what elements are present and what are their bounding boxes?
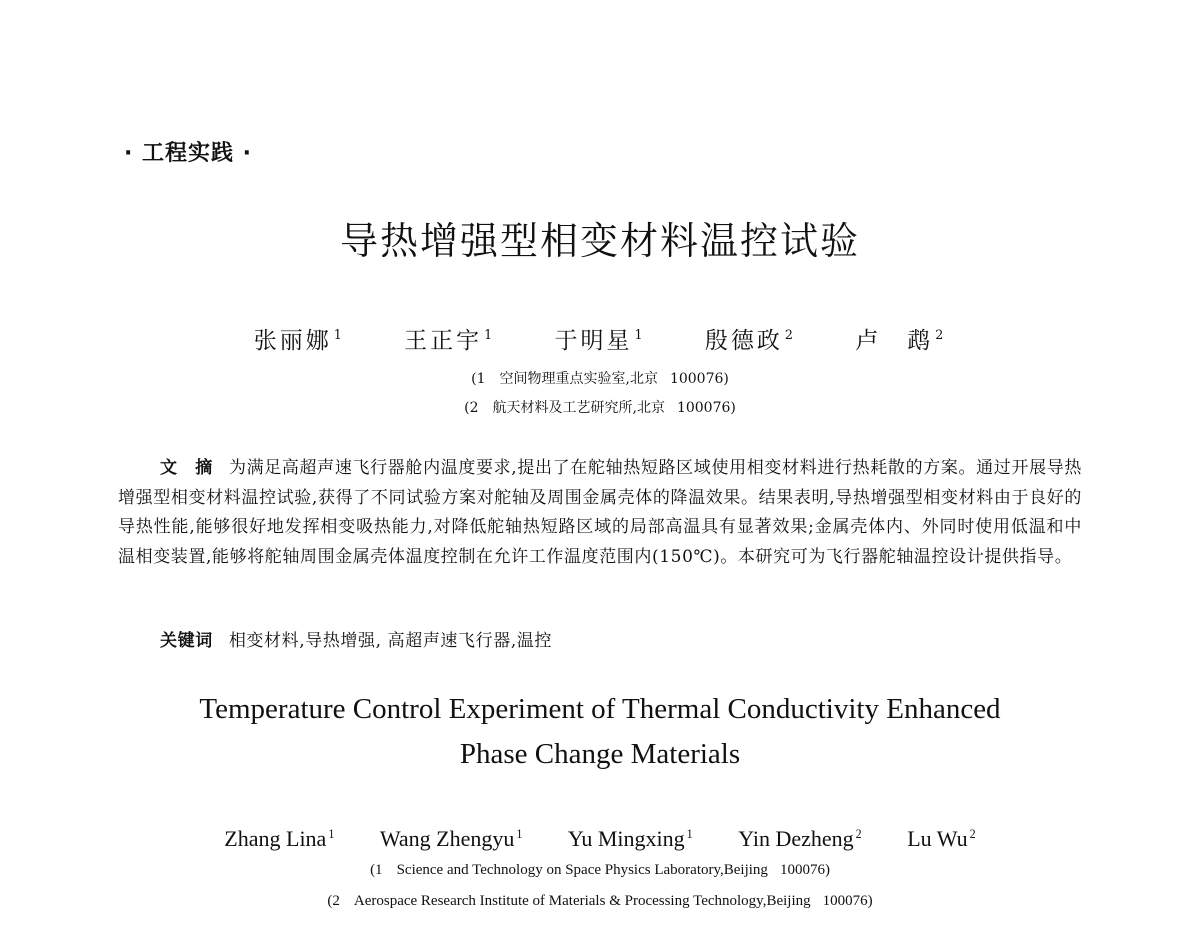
affiliation-cn-2 [0, 397, 1200, 417]
author-affiliation-mark: 1 [686, 826, 693, 841]
author-en [380, 826, 523, 851]
author-affiliation-mark: 2 [935, 327, 947, 343]
author-en [907, 826, 975, 851]
author-name: 卢 鹉 [855, 328, 934, 354]
abstract-text: 为满足高超声速飞行器舱内温度要求,提出了在舵轴热短路区域使用相变材料进行热耗散的方案。通过开展导热增强型相变材料温控试验,获得了不同试验方案对舵轴及周围金属壳体的降温效果。结果表明,导热增强型相变材料由于良好的导热性能,能够很好地发挥相变吸热能力,对降低舵轴热短路区域的局部高温具有显著效果;金属壳体内、外同时使用低温和中温相变装置,能够将舵轴周围金属壳体温度控制在允许工作温度范围内(150℃)。本研究可为飞行器舵轴温控设计提供指导。 [118, 458, 1082, 567]
author-affiliation-mark: 1 [333, 327, 345, 343]
affiliation-number: (1 [471, 371, 486, 387]
keywords-label: 关键词 [160, 631, 213, 651]
affiliation-text: 航天材料及工艺研究所,北京 [492, 400, 665, 416]
author-cn [254, 328, 345, 354]
affiliation-number: (1 [370, 862, 383, 878]
title-chinese: 导热增强型相变材料温控试验 [339, 219, 860, 263]
affiliation-en-1 [0, 862, 1200, 879]
author-affiliation-mark: 1 [516, 826, 523, 841]
author-name: 殷德政 [704, 328, 783, 354]
author-affiliation-mark: 1 [634, 327, 646, 343]
affiliation-cn-1 [0, 368, 1200, 388]
affiliation-zip: 100076) [779, 862, 830, 878]
author-cn [404, 328, 495, 354]
author-cn [705, 328, 796, 354]
affiliation-number: (2 [327, 893, 340, 909]
affiliation-zip: 100076) [669, 371, 729, 387]
author-name: Zhang Lina [224, 826, 327, 851]
keywords-text: 相变材料,导热增强, 高超声速飞行器,温控 [228, 631, 553, 651]
author-name: 张丽娜 [253, 328, 332, 354]
section-label: · 工程实践 · [124, 141, 253, 166]
author-name: Yu Mingxing [567, 826, 685, 851]
authors-english [0, 826, 1200, 852]
affiliation-text: Science and Technology on Space Physics Laboratory,Beijing [396, 862, 768, 878]
author-name: Yin Dezheng [738, 826, 854, 851]
author-name: Lu Wu [907, 826, 968, 851]
author-affiliation-mark: 2 [855, 826, 862, 841]
author-name: 王正宇 [404, 328, 483, 354]
affiliation-text: 空间物理重点实验室,北京 [499, 371, 658, 387]
keywords-line [160, 626, 552, 651]
affiliation-text: Aerospace Research Institute of Materials & Processing Technology,Beijing [353, 893, 811, 909]
abstract-label: 文 摘 [160, 458, 213, 478]
affiliation-en-2 [0, 893, 1200, 910]
abstract-paragraph [118, 454, 1082, 572]
author-en [224, 826, 334, 851]
author-name: Wang Zhengyu [379, 826, 515, 851]
title-english-line1: Temperature Control Experiment of Thermal Conductivity Enhanced [199, 693, 1001, 725]
author-cn [554, 328, 645, 354]
author-affiliation-mark: 2 [969, 826, 976, 841]
author-affiliation-mark: 1 [484, 327, 496, 343]
authors-chinese [0, 322, 1200, 355]
author-en [568, 826, 693, 851]
affiliation-number: (2 [464, 400, 479, 416]
author-en [738, 826, 862, 851]
author-affiliation-mark: 1 [328, 826, 335, 841]
affiliation-zip: 100076) [822, 893, 873, 909]
author-affiliation-mark: 2 [784, 327, 796, 343]
affiliation-zip: 100076) [676, 400, 736, 416]
title-english-line2: Phase Change Materials [459, 738, 741, 770]
author-name: 于明星 [554, 328, 633, 354]
author-cn [855, 328, 946, 354]
